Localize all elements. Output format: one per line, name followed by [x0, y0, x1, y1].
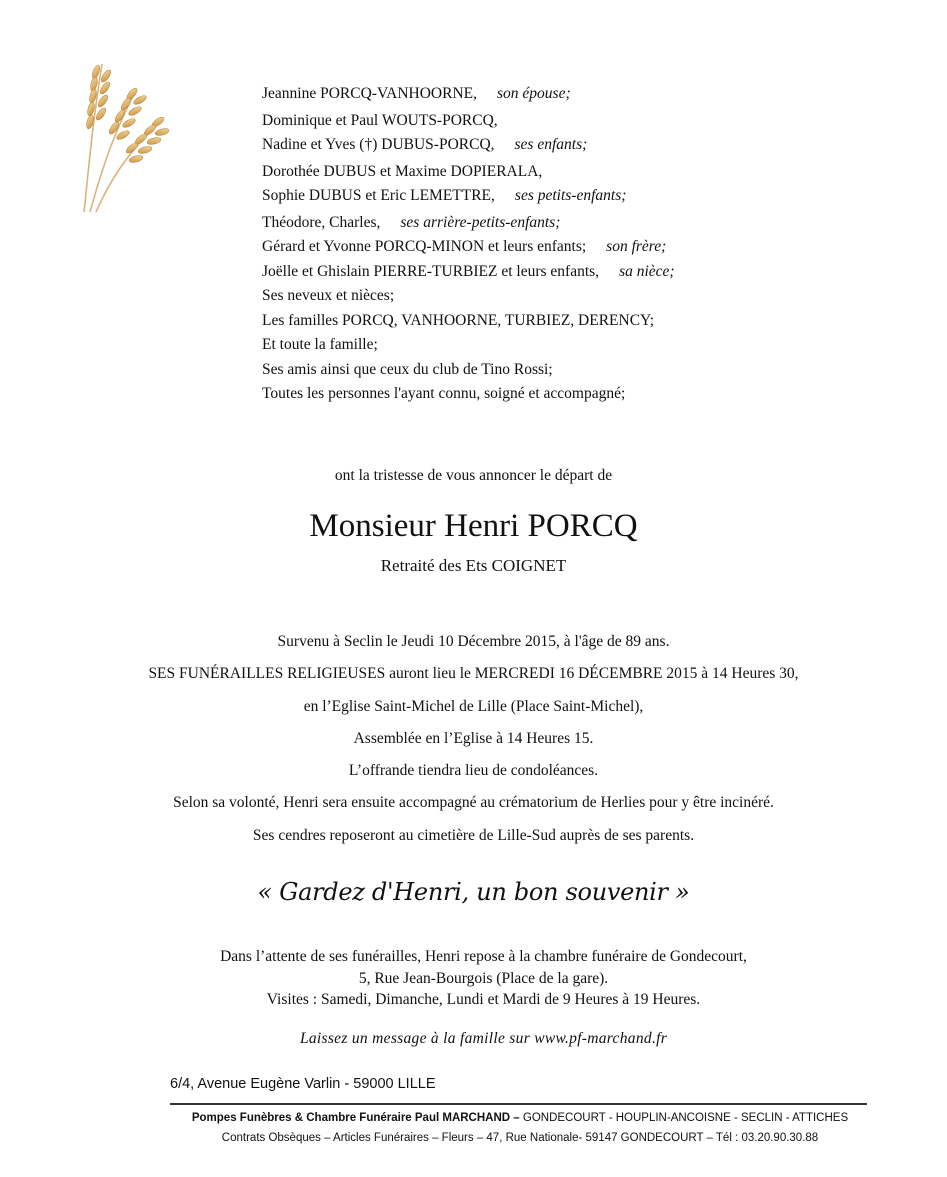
footer-locations: GONDECOURT - HOUPLIN-ANCOISNE - SECLIN - ATTICHES: [519, 1112, 849, 1124]
detail-line: Assemblée en l’Eglise à 14 Heures 15.: [353, 729, 594, 747]
memorial-quote: « Gardez d'Henri, un bon souvenir »: [257, 878, 690, 906]
detail-line: SES FUNÉRAILLES RELIGIEUSES auront lieu le MERCREDI 16 DÉCEMBRE 2015 à 14 Heures 30,: [148, 665, 799, 683]
family-line: Joëlle et Ghislain PIERRE-TURBIEZ et leurs enfants, sa nièce;: [262, 262, 675, 280]
repose-line: Visites : Samedi, Dimanche, Lundi et Mardi de 9 Heures à 19 Heures.: [266, 991, 701, 1008]
detail-line: L’offrande tiendra lieu de condoléances.: [348, 762, 599, 780]
detail-line: Selon sa volonté, Henri sera ensuite accompagné au crématorium de Herlies pour y être incinéré.: [173, 794, 774, 812]
family-line: Ses neveux et nièces;: [262, 287, 395, 304]
family-list: [262, 82, 675, 407]
family-line: Gérard et Yvonne PORCQ-MINON et leurs enfants; son frère;: [262, 238, 667, 255]
deceased-name: Monsieur Henri PORCQ: [309, 508, 638, 544]
repose-line: Dans l’attente de ses funérailles, Henri repose à la chambre funéraire de Gondecourt,: [220, 948, 747, 965]
family-line: Jeannine PORCQ-VANHOORNE, son épouse;: [262, 85, 571, 102]
footer-company-line: [100, 1112, 940, 1124]
family-line: Nadine et Yves (†) DUBUS-PORCQ, ses enfants;: [262, 136, 588, 153]
footer-services: Contrats Obsèques – Articles Funéraires – Fleurs – 47, Rue Nationale- 59147 GONDECOURT – Tél : 03.20.90.30.88: [221, 1132, 819, 1144]
family-line: Théodore, Charles, ses arrière-petits-enfants;: [262, 213, 561, 231]
detail-line: Ses cendres reposeront au cimetière de Lille-Sud auprès de ses parents.: [252, 826, 695, 844]
family-line: Et toute la famille;: [262, 336, 378, 353]
detail-line: en l’Eglise Saint-Michel de Lille (Place Saint-Michel),: [303, 697, 644, 715]
deceased-subtitle: Retraité des Ets COIGNET: [380, 556, 567, 575]
family-line: Les familles PORCQ, VANHOORNE, TURBIEZ, DERENCY;: [262, 311, 655, 329]
family-line: Sophie DUBUS et Eric LEMETTRE, ses petits-enfants;: [262, 187, 627, 204]
footer-divider: [170, 1103, 867, 1105]
detail-line: Survenu à Seclin le Jeudi 10 Décembre 2015, à l'âge de 89 ans.: [277, 633, 670, 650]
family-line: Ses amis ainsi que ceux du club de Tino Rossi;: [262, 360, 553, 378]
family-line: Toutes les personnes l'ayant connu, soigné et accompagné;: [262, 385, 626, 402]
footer-company: Pompes Funèbres & Chambre Funéraire Paul MARCHAND –: [191, 1112, 520, 1124]
wheat-icon: [66, 56, 170, 212]
repose-line: 5, Rue Jean-Bourgois (Place de la gare).: [358, 969, 609, 987]
repose-info: [10, 946, 947, 1011]
family-line: Dominique et Paul WOUTS-PORCQ,: [262, 111, 498, 129]
family-line: Dorothée DUBUS et Maxime DOPIERALA,: [262, 162, 543, 180]
family-message-link[interactable]: Laissez un message à la famille sur www.pf-marchand.fr: [299, 1030, 668, 1047]
announcement-intro: ont la tristesse de vous annoncer le départ de: [334, 467, 613, 484]
agency-address: 6/4, Avenue Eugène Varlin - 59000 LILLE: [170, 1076, 436, 1092]
funeral-details: [55, 626, 947, 852]
